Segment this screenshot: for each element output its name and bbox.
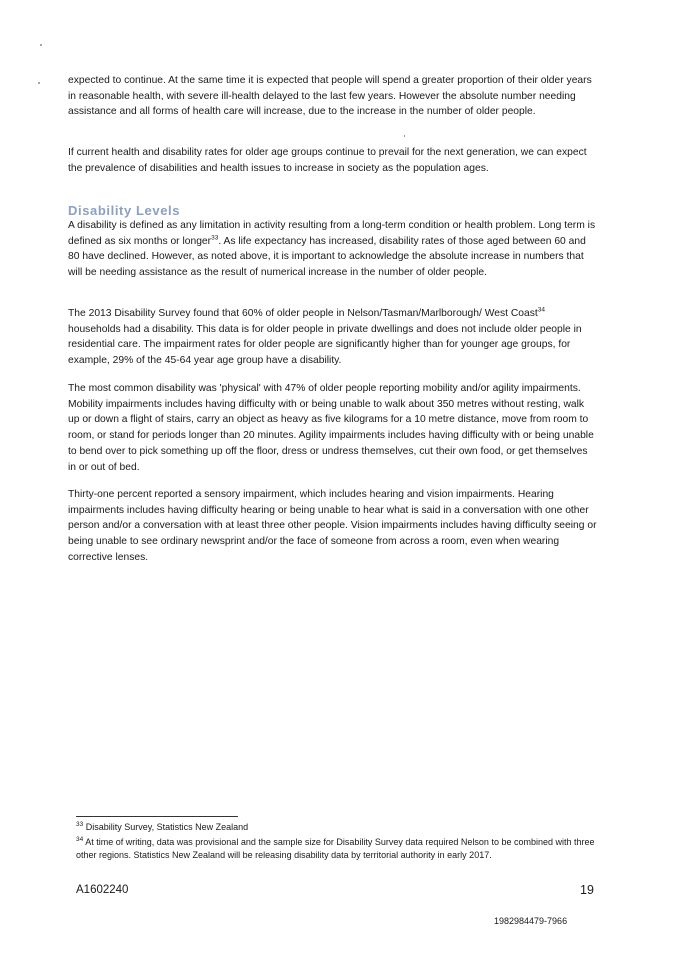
- paragraph-text: . As life expectancy has increased, disability rates of those aged between 60 and 80 have declined. However, as noted above, it is important to acknowledge the absolute increase in numbers that will be needing assistance as the result of numerical increase in the number of older people.: [68, 235, 586, 279]
- document-id: A1602240: [76, 884, 129, 896]
- footnote-mark: 33: [76, 821, 84, 828]
- footnote-ref-34: 34: [537, 306, 545, 314]
- scan-speck: [40, 44, 42, 46]
- reference-number: 1982984479-7966: [494, 916, 568, 926]
- footnote-divider: [76, 816, 238, 817]
- page-number: 19: [580, 883, 594, 897]
- intro-paragraph-2: [68, 145, 598, 176]
- intro-paragraph-1: [68, 73, 598, 120]
- footnote-34: [76, 836, 596, 861]
- scan-speck: [404, 135, 405, 137]
- section-heading: Disability Levels: [68, 203, 181, 218]
- paragraph-text: If current health and disability rates for older age groups continue to prevail for the next generation, we can expect the prevalence of disabilities and health issues to increase in society as the population ages.: [68, 147, 587, 174]
- scan-speck: [38, 82, 40, 84]
- paragraph-text: The most common disability was 'physical' with 47% of older people reporting mobility and/or agility impairments. Mobility impairments includes having difficulty with or being unable to walk about 350 metres without resting, walk up or down a flight of stairs, carry an object as heavy as five kilograms for a 10 metre distance, move from room to room, or stand for periods longer than 20 minutes. Agility impairments includes having difficulty with or being unable to bend over to pick something up off the floor, dress or undress themselves, cut their own food, or get themselves in or out of bed.: [68, 383, 594, 473]
- footnote-mark: 34: [76, 836, 84, 843]
- paragraph-text: The 2013 Disability Survey found that 60% of older people in Nelson/Tasman/Marlborough/ West Coast: [68, 308, 538, 319]
- footnote-ref-33: 33: [211, 234, 219, 242]
- footnote-33: [76, 821, 596, 834]
- footnote-text: At time of writing, data was provisional and the sample size for Disability Survey data required Nelson to be combined with three other regions. Statistics New Zealand will be releasing disability data by territorial authority in early 2017.: [76, 837, 595, 860]
- physical-disability-paragraph: [68, 381, 598, 475]
- disability-survey-paragraph: [68, 306, 598, 369]
- footnote-text: Disability Survey, Statistics New Zealand: [85, 822, 249, 832]
- paragraph-text: expected to continue. At the same time it is expected that people will spend a greater proportion of their older years in reasonable health, with severe ill-health delayed to the last few years. However the absolute number needing assistance and all forms of health care will increase, due to the increase in the number of older people.: [68, 75, 592, 118]
- paragraph-text: households had a disability. This data is for older people in private dwellings and does not include older people in residential care. The impairment rates for older people are significantly higher than for younger age groups, for example, 29% of the 45-64 year age group have a disability.: [68, 323, 582, 367]
- paragraph-text: Thirty-one percent reported a sensory impairment, which includes hearing and vision impairments. Hearing impairments includes having difficulty hearing or being unable to hear what is said in a conversation with one other person and/or a conversation with at least three other people. Vision impairments includes having difficulty seeing or being unable to see ordinary newsprint and/or the face of someone from across a room, even when wearing corrective lenses.: [68, 489, 597, 563]
- paragraph-text: A disability is defined as any limitation in activity resulting from a long-term condition or health problem. Long term is defined as six months or longer: [68, 220, 596, 247]
- sensory-impairment-paragraph: [68, 487, 598, 566]
- disability-definition-paragraph: [68, 218, 598, 281]
